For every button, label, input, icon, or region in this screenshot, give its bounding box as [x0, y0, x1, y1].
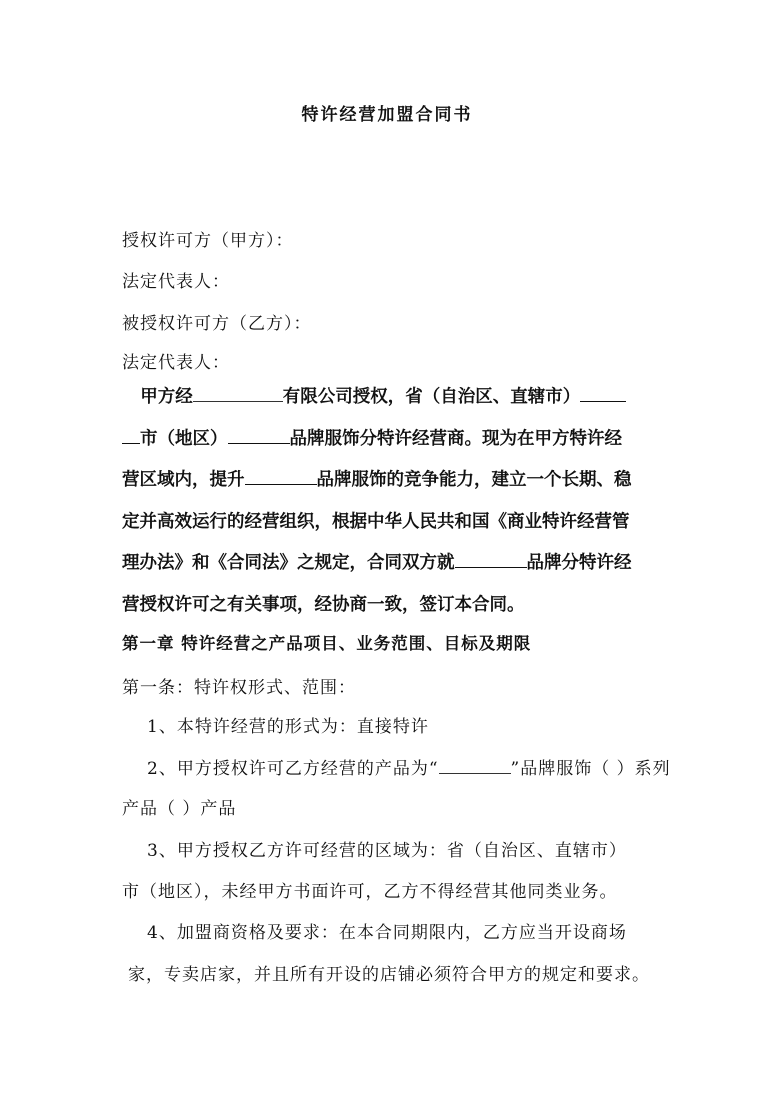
chapter-heading: 第一章 特许经营之产品项目、业务范围、目标及期限 [122, 634, 532, 653]
preamble-line [122, 460, 654, 502]
blank-line [455, 551, 527, 568]
blank-line [193, 385, 283, 402]
clause-1: 1、本特许经营的形式为：直接特许 [147, 717, 429, 737]
preamble-text: 品牌服饰的竞争能力，建立一个长期、稳 [316, 470, 632, 490]
preamble-text: 理办法》和《合同法》之规定，合同双方就 [122, 553, 455, 573]
preamble-line: 定并高效运行的经营组织，根据中华人民共和国《商业特许经营管 [122, 511, 630, 532]
blank-line [122, 427, 140, 444]
blank-line [228, 427, 290, 444]
preamble-line [122, 377, 654, 419]
preamble-text: 营区域内，提升 [122, 470, 245, 490]
clause-3-continued: 市（地区），未经甲方书面许可，乙方不得经营其他同类业务。 [122, 882, 618, 902]
blank-line [580, 385, 626, 402]
preamble-paragraph [122, 377, 654, 626]
preamble-line: 营授权许可之有关事项，经协商一致，签订本合同。 [122, 594, 525, 615]
clause-3: 3、甲方授权乙方许可经营的区域为：省（自治区、直辖市） [147, 841, 627, 861]
preamble-text: 品牌分特许经 [526, 553, 632, 573]
party-b-line: 被授权许可方（乙方）： [122, 314, 312, 334]
clause-text: ”品牌服饰（ ）系列 [510, 759, 671, 779]
preamble-line [122, 543, 654, 585]
preamble-text: 市（地区） [140, 428, 228, 449]
blank-line [439, 757, 511, 774]
article-heading: 第一条：特许权形式、范围： [122, 678, 356, 698]
clause-2 [147, 754, 687, 779]
clause-2-continued: 产品（ ）产品 [122, 799, 237, 819]
clause-text: 2、甲方授权许可乙方经营的产品为“ [147, 759, 439, 779]
preamble-text: 甲方经 [140, 387, 193, 407]
blank-line [245, 468, 317, 485]
clause-4-continued: 家，专卖店家，并且所有开设的店铺必须符合甲方的规定和要求。 [128, 965, 650, 985]
document-title: 特许经营加盟合同书 [301, 105, 473, 125]
preamble-text: 有限公司授权，省（自治区、直辖市） [282, 387, 581, 407]
party-a-line: 授权许可方（甲方）： [122, 231, 294, 251]
clause-4: 4、加盟商资格及要求：在本合同期限内，乙方应当开设商场 [147, 923, 627, 943]
party-a-representative-line: 法定代表人： [122, 272, 230, 292]
party-b-representative-line: 法定代表人： [122, 353, 230, 373]
preamble-text: 品牌服饰分特许经营商。现为在甲方特许经 [289, 428, 622, 449]
preamble-line [122, 419, 654, 461]
